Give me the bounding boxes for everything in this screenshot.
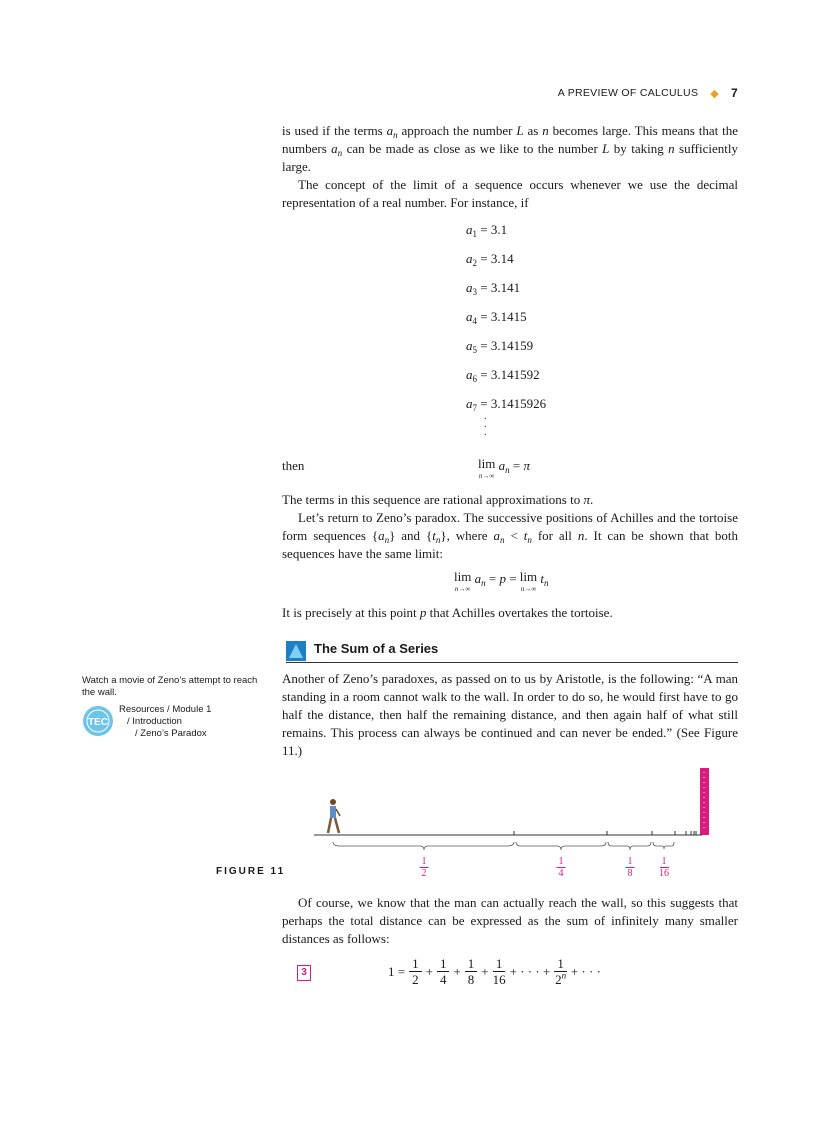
- sequence-term-5: $a_5 = 3.14159$: [466, 338, 534, 355]
- sidebar-caption: Watch a movie of Zeno’s attempt to reach the wall.: [82, 675, 258, 698]
- distance-ticks: [514, 831, 696, 835]
- sequence-term-4: $a_4 = 3.1415$: [466, 309, 527, 326]
- page-number: 7: [731, 86, 738, 100]
- fraction-one-half: 1 2: [421, 856, 427, 879]
- paragraph-limit-definition: is used if the terms $a_n$ approach the number L as n becomes large. This means that the numbers $a_n$ can be made as close as we like to the number L by taking n sufficiently large.: [282, 123, 738, 174]
- figure-11-diagram: [300, 764, 730, 856]
- fraction-one-sixteenth: 1 16: [659, 856, 669, 879]
- sidebar-path-2: / Introduction: [127, 716, 182, 727]
- limit-equation-pi: lim n→∞ $a_n = \pi$: [478, 456, 530, 480]
- paragraph-zeno-wall: Another of Zeno’s paradoxes, as passed on to us by Aristotle, is the following: “A man standing in a room cannot walk to the wall. In order to do so, he would first have to go half the distance, then half the remaining distance, and then again half of what still remains. This process can always be continued and can never be ended.” (See Figure 11.): [282, 671, 738, 758]
- running-header: [558, 86, 738, 100]
- sidebar-path-1: Resources / Module 1: [119, 704, 212, 715]
- tec-logo-text: TEC: [88, 717, 108, 728]
- paragraph-achilles-sequences: Let’s return to Zeno’s paradox. The successive positions of Achilles and the tortoise form sequences $\{a_n\}$ and $\{t_n\}$, where $a_n < t_n$ for all n. It can be shown that both sequences have the same limit:: [282, 510, 739, 561]
- sequence-term-3: $a_3 = 3.141$: [466, 280, 521, 297]
- fraction-one-quarter: 1 4: [558, 856, 564, 879]
- sequence-term-1: $a_1 = 3.1$: [466, 222, 508, 239]
- paragraph-rational-approximations: The terms in this sequence are rational approximations to π.: [282, 492, 594, 507]
- sequence-term-7: $a_7 = 3.1415926$: [466, 396, 547, 413]
- equation-number: 3: [297, 965, 311, 981]
- section-triangle-icon: [286, 641, 306, 661]
- section-heading: [286, 640, 738, 663]
- series-equation: 1 = $\frac{1}{2}$ + $\frac{1}{4}$ + $\frac{1}{8}$ + $\frac{1}{16}$ + · · · + $\frac{1}{2^n}$ + · · ·: [388, 956, 601, 987]
- limit-equation-p: lim n→∞ $a_n = p$ = lim n→∞ $t_n$: [454, 569, 549, 593]
- distance-braces: [333, 842, 674, 850]
- tec-logo-icon[interactable]: [82, 705, 114, 737]
- sidebar-note: [82, 675, 262, 739]
- fraction-one-eighth: 1 8: [627, 856, 633, 879]
- paragraph-decimal-representation: The concept of the limit of a sequence occurs whenever we use the decimal representation of a real number. For instance, if: [282, 177, 738, 210]
- figure-label: FIGURE 11: [216, 866, 286, 877]
- sidebar-path-3: / Zeno’s Paradox: [135, 728, 207, 739]
- section-title: The Sum of a Series: [314, 641, 439, 656]
- paragraph-infinite-sum: Of course, we know that the man can actually reach the wall, so this suggests that perhaps the total distance can be expressed as the sum of infinitely many smaller distances as follows:: [282, 895, 738, 946]
- wall: [700, 768, 709, 835]
- walking-man-icon: [328, 799, 340, 833]
- sequence-term-6: $a_6 = 3.141592$: [466, 367, 540, 384]
- vertical-ellipsis: . . .: [484, 411, 487, 438]
- then-label: then: [282, 458, 305, 473]
- paragraph-overtake-point: It is precisely at this point p that Achilles overtakes the tortoise.: [282, 605, 613, 620]
- sequence-term-2: $a_2 = 3.14$: [466, 251, 514, 268]
- running-title: A PREVIEW OF CALCULUS: [557, 87, 699, 99]
- diamond-icon: ◆: [710, 87, 720, 100]
